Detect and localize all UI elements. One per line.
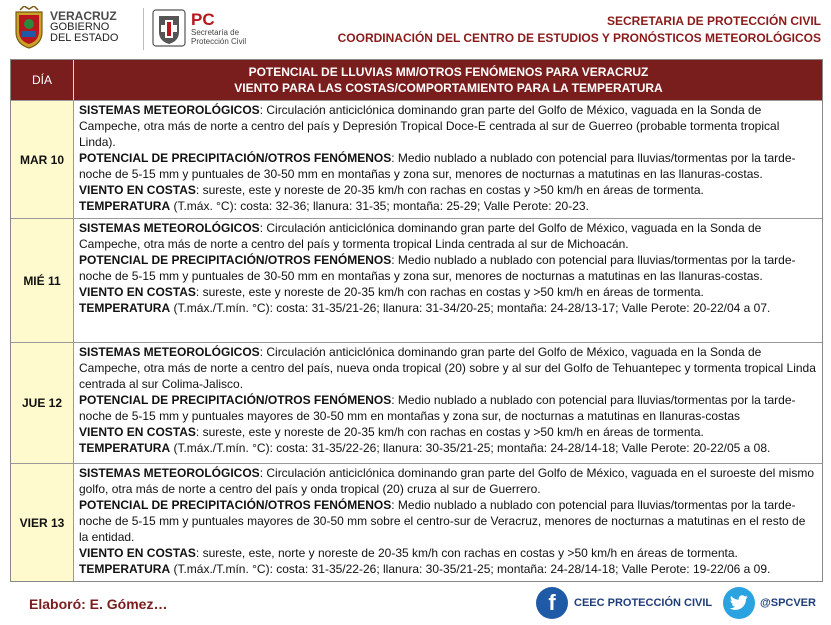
twitter-bird-icon — [729, 595, 749, 611]
forecast-table — [10, 59, 823, 582]
column-header-day: DÍA — [11, 60, 74, 100]
twitter-icon[interactable] — [723, 587, 755, 619]
twitter-link[interactable]: @SPCVER — [760, 597, 816, 609]
column-header-forecast: POTENCIAL DE LLUVIAS MM/OTROS FENÓMENOS PARA VERACRUZ VIENTO PARA LAS COSTAS/COMPORTAMIENTO PARA LA TEMPERATURA — [234, 65, 663, 95]
veracruz-gobierno-label: VERACRUZ GOBIERNO DEL ESTADO — [50, 9, 119, 44]
day-label: MAR 10 — [11, 101, 74, 218]
facebook-link[interactable]: CEEC PROTECCIÓN CIVIL — [574, 597, 713, 609]
table-row — [11, 342, 822, 463]
header — [0, 0, 831, 58]
forecast-cell: SISTEMAS METEOROLÓGICOS: Circulación anticiclónica dominando gran parte del Golfo de México, vaguada en el suroeste del mismo golfo, otra más de norte a centro del país y onda tropical (20) cruza al sur de Guerrero. POTENCIAL DE PRECIPITACIÓN/OTROS FENÓMENOS: Medio nublado a nublado con potencial para lluvias/tormentas por la tarde-noche de 5-15 mm y puntuales mayores de 30-50 mm sobre el centro-sur de Veracruz, menores de nocturnas a matutinas en el resto de la entidad. VIENTO EN COSTAS: sureste, este, norte y noreste de 20-35 km/h con rachas en costas y >50 km/h en áreas de tormenta. TEMPERATURA (T.máx./T.mín. °C): costa: 31-35/22-26; llanura: 30-35/21-25; montaña: 24-28/14-18; Valle Perote: 19-22/06 a 09. — [79, 466, 814, 576]
header-divider — [143, 8, 144, 50]
forecast-cell: SISTEMAS METEOROLÓGICOS: Circulación anticiclónica dominando gran parte del Golfo de México, vaguada en la Sonda de Campeche, otra más de norte a centro del país y Depresión Tropical Doce-E centrada al sur de Guerreo (probable tormenta tropical Linda). POTENCIAL DE PRECIPITACIÓN/OTROS FENÓMENOS: Medio nublado a nublado con potencial para lluvias/tormentas por la tarde-noche de 5-15 mm y puntuales de 30-50 mm en montañas y zona sur, menores de nocturnas a matutinas en las llanuras-costas. VIENTO EN COSTAS: sureste, este y noreste de 20-35 km/h con rachas en costas y >50 km/h en áreas de tormenta. TEMPERATURA (T.máx. °C): costa: 32-36; llanura: 31-35; montaña: 25-29; Valle Perote: 20-23. — [79, 103, 796, 213]
table-row — [11, 218, 822, 342]
veracruz-coat-of-arms-icon — [12, 6, 46, 50]
pc-label: PC Secretaría de Protección Civil — [191, 10, 247, 46]
forecast-cell: SISTEMAS METEOROLÓGICOS: Circulación anticiclónica dominando gran parte del Golfo de México, vaguada en la Sonda de Campeche, otra más de norte a centro del país, nueva onda tropical (20) sobre y al sur del Golfo de Tehuantepec y tormenta tropical Linda centrada al sur Colima-Jalisco. POTENCIAL DE PRECIPITACIÓN/OTROS FENÓMENOS: Medio nublado a nublado con potencial para lluvias/tormentas por la tarde-noche de 5-15 mm y puntuales mayores de 30-50 mm en montañas y zona sur, de nocturnas a matutinas en llanuras-costas VIENTO EN COSTAS: sureste, este y noreste de 20-35 km/h con rachas en costas y >50 km/h en áreas de tormenta. TEMPERATURA (T.máx./T.mín. °C): costa: 31-35/22-26; llanura: 30-35/21-25; montaña: 24-28/14-18; Valle Perote: 20-22/05 a 08. — [79, 345, 816, 455]
table-header — [11, 60, 822, 100]
table-row — [11, 100, 822, 218]
table-row — [11, 463, 822, 581]
day-label: MIÉ 11 — [11, 219, 74, 342]
pc-shield-icon — [151, 8, 187, 48]
facebook-icon[interactable]: f — [536, 587, 568, 619]
forecast-cell: SISTEMAS METEOROLÓGICOS: Circulación anticiclónica dominando gran parte del Golfo de México, vaguada en la Sonda de Campeche, otra más de norte a centro del país y tormenta tropical Linda centrada al sur de Michoacán. POTENCIAL DE PRECIPITACIÓN/OTROS FENÓMENOS: Medio nublado a nublado con potencial para lluvias/tormentas por la tarde-noche de 5-15 mm y puntuales de 30-50 mm en montañas y zona sur, menores de nocturnas a matutinas en las llanuras-costas. VIENTO EN COSTAS: sureste, este y noreste de 20-35 km/h con rachas en costas y >50 km/h en áreas de tormenta. TEMPERATURA (T.máx./T.mín. °C): costa: 31-35/21-26; llanura: 31-34/20-25; montaña: 24-28/13-17; Valle Perote: 20-22/04 a 07. — [79, 221, 796, 315]
day-label: VIER 13 — [11, 464, 74, 581]
author-label: Elaboró: E. Gómez… — [29, 596, 168, 612]
day-label: JUE 12 — [11, 343, 74, 463]
header-title: SECRETARIA DE PROTECCIÓN CIVIL COORDINACIÓN DEL CENTRO DE ESTUDIOS Y PRONÓSTICOS METEOROLÓGICOS — [337, 14, 821, 45]
